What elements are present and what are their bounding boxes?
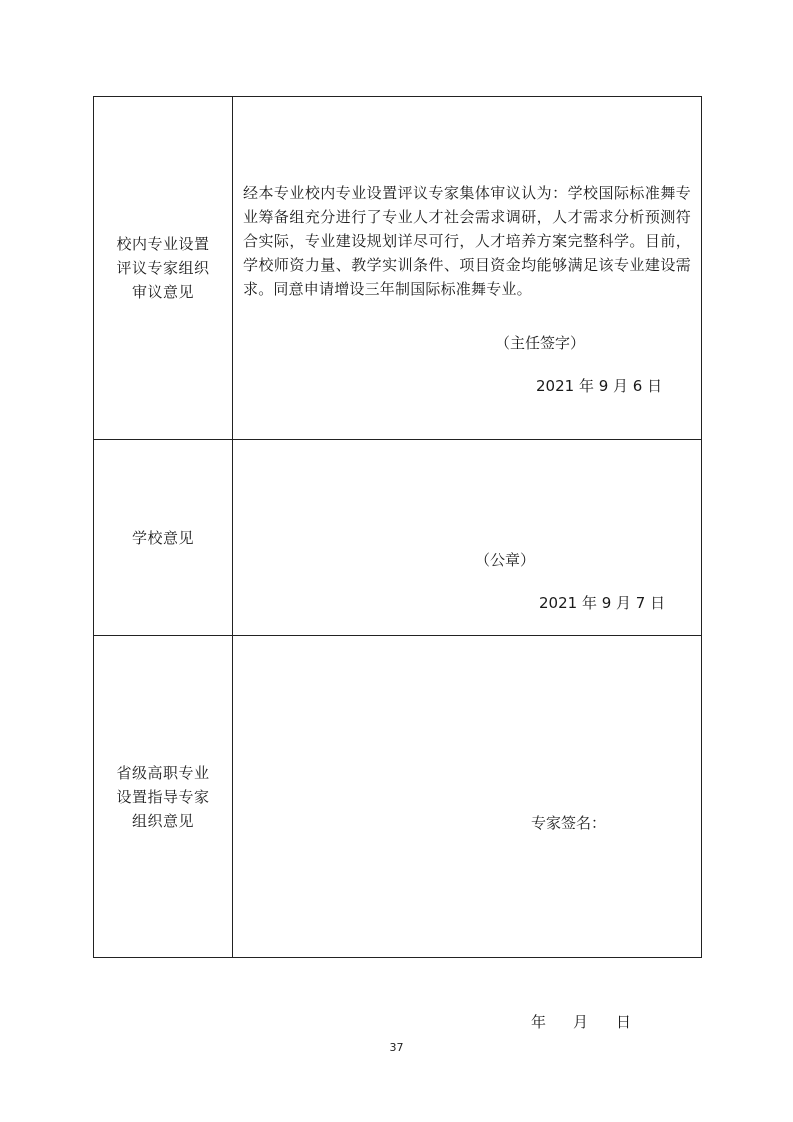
table-row	[94, 636, 701, 1031]
row-label-cell	[94, 440, 233, 635]
table-row	[94, 440, 701, 636]
school-opinion-cell	[233, 440, 701, 635]
provincial-expert-opinion-label: 省级高职专业设置指导专家组织意见	[116, 763, 210, 830]
row-label-cell	[94, 636, 233, 957]
date-month-label: 月	[573, 1013, 589, 1031]
date-day-label: 日	[616, 1013, 632, 1031]
official-seal-label: （公章）	[475, 551, 536, 569]
date-year-label: 年	[531, 1013, 547, 1031]
table-row	[94, 97, 701, 440]
row-label-cell	[94, 97, 233, 439]
school-opinion-date: 2021 年 9 月 7 日	[539, 594, 666, 612]
review-opinion-table	[93, 96, 702, 1031]
internal-expert-review-cell	[233, 97, 701, 439]
internal-review-date: 2021 年 9 月 6 日	[536, 377, 663, 395]
provincial-expert-opinion-cell	[233, 636, 701, 1031]
internal-expert-review-text: 经本专业校内专业设置评议专家集体审议认为：学校国际标准舞专业筹备组充分进行了专业人才社会需求调研，人才需求分析预测符合实际，专业建设规划详尽可行，人才培养方案完整科学。目前，学校师资力量、教学实训条件、项目资金均能够满足该专业建设需求。同意申请增设三年制国际标准舞专业。	[243, 184, 691, 298]
director-signature-label: （主任签字）	[495, 334, 586, 352]
school-opinion-label: 学校意见	[131, 528, 194, 547]
expert-signature-label: 专家签名：	[531, 814, 607, 832]
internal-expert-review-label: 校内专业设置评议专家组织审议意见	[116, 235, 210, 301]
page-number: 37	[389, 1041, 404, 1054]
